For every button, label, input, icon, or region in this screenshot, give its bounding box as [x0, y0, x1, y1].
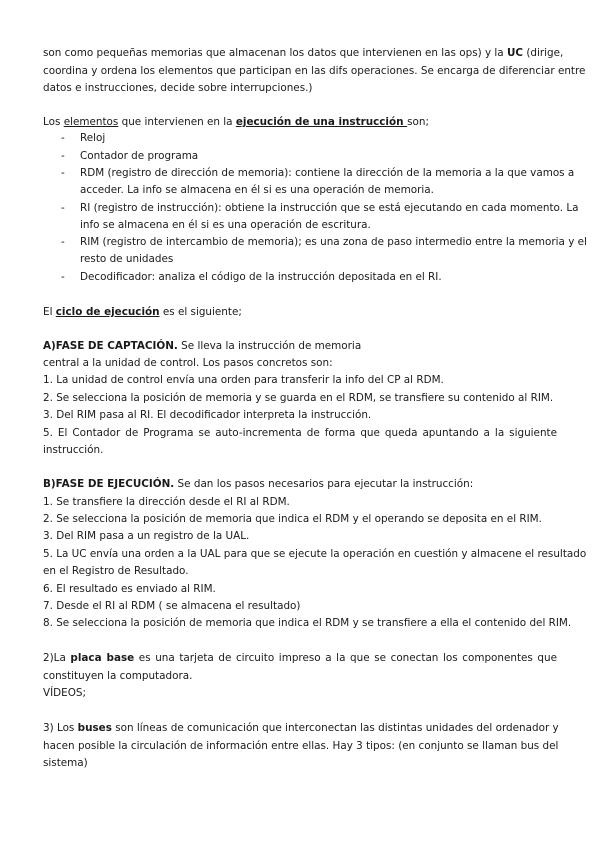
fase-a-title: A)FASE DE CAPTACIÓN.: [43, 340, 178, 352]
list-item: RIM (registro de intercambio de memoria); es una zona de paso intermedio entre la memoria y el: [80, 236, 587, 248]
bullet-dash: -: [61, 150, 65, 162]
fase-b-step: 5. La UC envía una orden a la UAL para que se ejecute la operación en cuestión y almacene el resultado: [43, 548, 587, 560]
fase-a-title-line: [43, 339, 557, 353]
bullet-dash: -: [61, 202, 65, 214]
elementos-heading: [43, 115, 557, 129]
fase-a-step: 5. El Contador de Programa se auto-incrementa de forma que queda apuntando a la siguiente: [43, 427, 557, 439]
text: es una tarjeta de circuito impreso a la que se conectan los componentes que: [134, 652, 558, 664]
bullet-dash: -: [61, 236, 65, 248]
fase-a-step: 1. La unidad de control envía una orden para transferir la info del CP al RDM.: [43, 374, 444, 386]
intro-text: son como pequeñas memorias que almacenan los datos que intervienen en las ops) y la: [43, 47, 507, 59]
placa-line-1: [43, 651, 557, 665]
intro-line-2: coordina y ordena los elementos que participan en las difs operaciones. Se encarga de diferenciar entre: [43, 65, 586, 77]
bullet-dash: -: [61, 132, 65, 144]
list-item: Decodificador: analiza el código de la instrucción depositada en el RI.: [80, 271, 442, 283]
fase-b-step: 1. Se transfiere la dirección desde el RI al RDM.: [43, 496, 290, 508]
buses-line-3: sistema): [43, 757, 88, 769]
videos-label: VÍDEOS;: [43, 687, 87, 699]
placa-term: placa base: [70, 652, 135, 664]
uc-term: UC: [506, 47, 524, 59]
fase-b-step: 8. Se selecciona la posición de memoria que indica el RDM y se transfiere a ella el contenido del RIM.: [43, 617, 572, 629]
text: Los: [43, 116, 64, 128]
buses-line-2: hacen posible la circulación de información entre ellas. Hay 3 tipos: (en conjunto se llaman bus del: [43, 740, 559, 752]
text: que intervienen en la: [118, 116, 236, 128]
fase-b-title: B)FASE DE EJECUCIÓN.: [43, 478, 175, 490]
fase-b-step: 6. El resultado es enviado al RIM.: [43, 583, 216, 595]
text: Se dan los pasos necesarios para ejecutar la instrucción:: [174, 478, 474, 490]
intro-line-1: [43, 46, 564, 60]
text: Se lleva la instrucción de memoria: [177, 340, 362, 352]
list-item: Reloj: [80, 132, 106, 144]
list-item-cont: resto de unidades: [80, 253, 174, 265]
ciclo-term: ciclo de ejecución: [55, 306, 160, 318]
text: son;: [407, 116, 429, 128]
list-item-cont: acceder. La info se almacena en él si es una operación de memoria.: [80, 184, 434, 196]
list-item: RDM (registro de dirección de memoria): contiene la dirección de la memoria a la que vamos a: [80, 167, 575, 179]
ciclo-heading: [43, 305, 557, 319]
fase-b-step: 3. Del RIM pasa a un registro de la UAL.: [43, 530, 250, 542]
list-item-cont: info se almacena en él si es una operación de escritura.: [80, 219, 371, 231]
text: 2)La: [43, 652, 71, 664]
list-item: RI (registro de instrucción): obtiene la instrucción que se está ejecutando en cada momento. La: [80, 202, 579, 214]
fase-a-step: 3. Del RIM pasa al RI. El decodificador interpreta la instrucción.: [43, 409, 372, 421]
text: es el siguiente;: [159, 306, 242, 318]
fase-a-step-cont: instrucción.: [43, 444, 104, 456]
list-item: Contador de programa: [80, 150, 199, 162]
fase-b-step: 7. Desde el RI al RDM ( se almacena el resultado): [43, 600, 301, 612]
buses-term: buses: [77, 722, 112, 734]
fase-b-step-cont: en el Registro de Resultado.: [43, 565, 189, 577]
buses-line-1: [43, 721, 557, 735]
bullet-dash: -: [61, 167, 65, 179]
fase-a-line: central a la unidad de control. Los pasos concretos son:: [43, 357, 333, 369]
fase-b-title-line: [43, 477, 557, 491]
fase-a-step: 2. Se selecciona la posición de memoria y se guarda en el RDM, se transfiere su contenido al RIM.: [43, 392, 554, 404]
intro-line-3: datos e instrucciones, decide sobre interrupciones.): [43, 82, 313, 94]
text: El: [43, 306, 56, 318]
placa-line-2: constituyen la computadora.: [43, 670, 193, 682]
elementos-term: elementos: [63, 116, 119, 128]
text: son líneas de comunicación que interconectan las distintas unidades del ordenador y: [111, 722, 559, 734]
bullet-dash: -: [61, 271, 65, 283]
ejecucion-term: ejecución de una instrucción: [235, 116, 408, 128]
fase-b-step: 2. Se selecciona la posición de memoria que indica el RDM y el operando se deposita en el RIM.: [43, 513, 542, 525]
intro-text: (dirige,: [523, 47, 564, 59]
text: 3) Los: [43, 722, 78, 734]
